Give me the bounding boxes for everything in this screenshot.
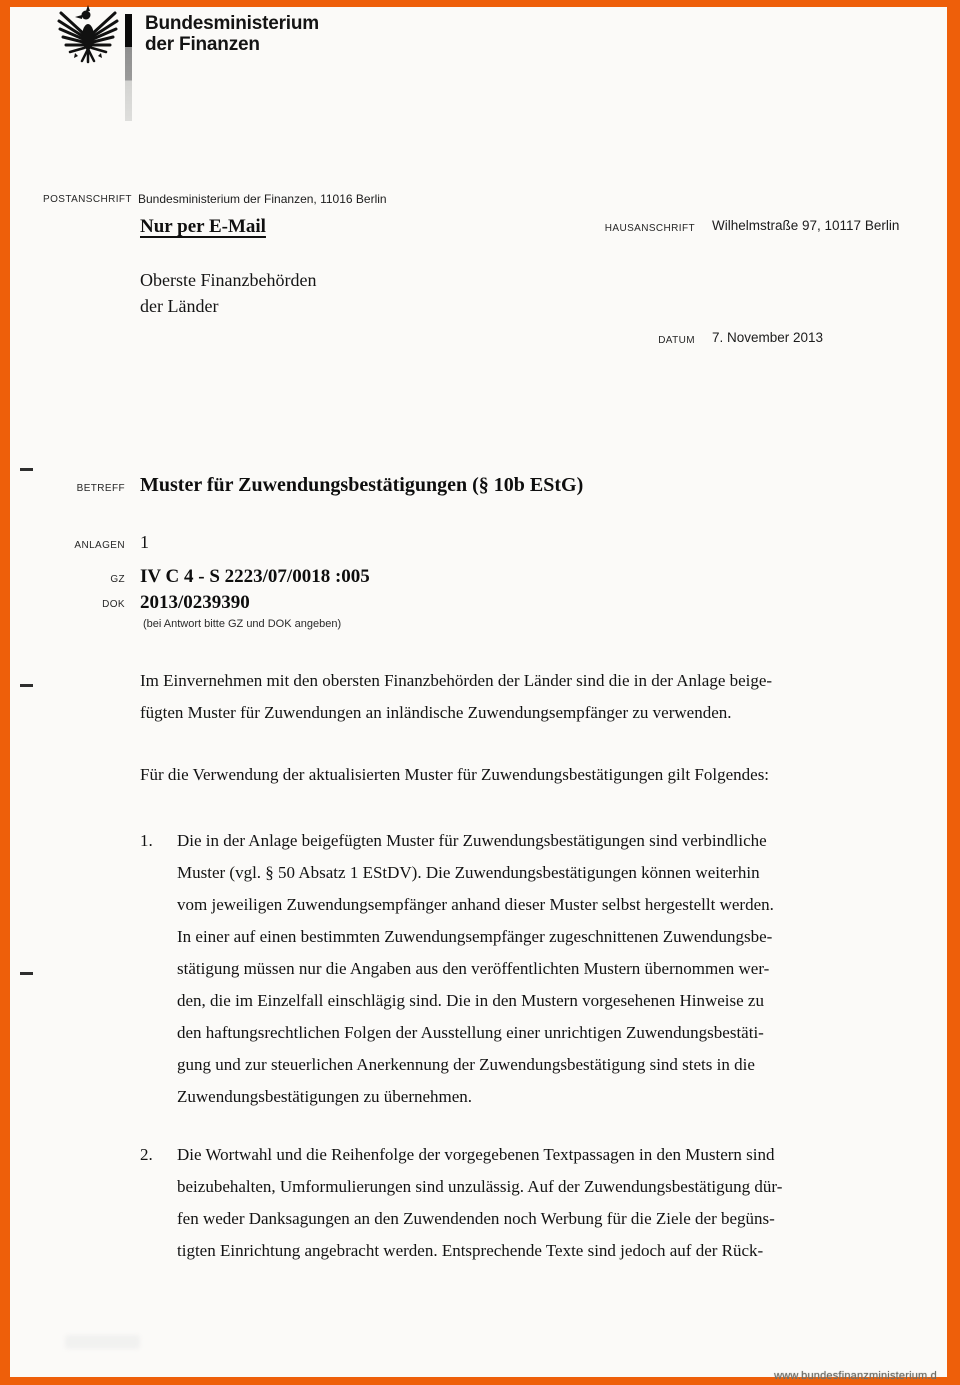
anlagen-label: ANLAGEN — [74, 540, 125, 551]
postanschrift-value: Bundesministerium der Finanzen, 11016 Berlin — [138, 192, 387, 206]
dok-value: 2013/0239390 — [140, 592, 250, 613]
betreff-value: Muster für Zuwendungsbestätigungen (§ 10b EStG) — [140, 474, 584, 496]
hausanschrift-value: Wilhelmstraße 97, 10117 Berlin — [712, 218, 900, 233]
paragraph-line: stätigung müssen nur die Angaben aus den veröffentlichten Mustern übernommen wer- — [177, 959, 770, 978]
list-item-2 — [140, 1139, 955, 1267]
paragraph-line: fen weder Danksagungen an den Zuwendenden noch Werbung für die Ziele der begüns- — [177, 1209, 775, 1228]
paragraph-line: Im Einvernehmen mit den obersten Finanzbehörden der Länder sind die in der Anlage beige- — [140, 671, 773, 690]
paragraph-line: Zuwendungsbestätigungen zu übernehmen. — [177, 1087, 473, 1106]
ministry-name — [145, 13, 319, 55]
fold-mark-top — [20, 468, 33, 471]
recipient-line2: der Länder — [140, 296, 219, 316]
paragraph-line: Die in der Anlage beigefügten Muster für Zuwendungsbestätigungen sind verbindliche — [177, 831, 767, 850]
dok-note: (bei Antwort bitte GZ und DOK angeben) — [143, 618, 342, 630]
gz-value: IV C 4 - S 2223/07/0018 :005 — [140, 566, 370, 587]
paragraph-2 — [140, 759, 955, 791]
list-item-text — [177, 825, 774, 1113]
paragraph-line: fügten Muster für Zuwendungen an inländische Zuwendungsempfänger zu verwenden. — [140, 703, 732, 722]
paragraph-line: Die Wortwahl und die Reihenfolge der vorgegebenen Textpassagen in den Mustern sind — [177, 1145, 775, 1164]
paragraph-line: den, die im Einzelfall einschlägig sind. Die in den Mustern vorgesehenen Hinweise zu — [177, 991, 764, 1010]
website-watermark: www.bundesfinanzministerium.d — [774, 1370, 937, 1382]
list-item-text — [177, 1139, 782, 1267]
federal-eagle-logo-icon — [55, 3, 121, 65]
faint-scan-artifact — [65, 1335, 140, 1349]
fold-mark-bottom — [20, 972, 33, 975]
list-number: 2. — [140, 1145, 153, 1164]
paragraph-line: In einer auf einen bestimmten Zuwendungsempfänger zugeschnittenen Zuwendungsbe- — [177, 927, 773, 946]
list-item-1 — [140, 825, 955, 1113]
punch-mark-middle — [20, 684, 33, 687]
postanschrift-label: POSTANSCHRIFT — [43, 194, 132, 205]
hausanschrift-label: HAUSANSCHRIFT — [604, 223, 695, 234]
betreff-label: BETREFF — [76, 483, 125, 494]
paragraph-1 — [140, 665, 955, 729]
list-number: 1. — [140, 831, 153, 850]
datum-value: 7. November 2013 — [712, 330, 824, 345]
anlagen-value: 1 — [140, 532, 149, 552]
delivery-note: Nur per E-Mail — [140, 216, 266, 237]
ministry-name-line2: der Finanzen — [145, 34, 260, 55]
gz-label: GZ — [110, 574, 125, 585]
paragraph-line: beizubehalten, Umformulierungen sind unzulässig. Auf der Zuwendungsbestätigung dür- — [177, 1177, 783, 1196]
recipient-address — [140, 267, 316, 319]
logo-divider-bar — [125, 14, 132, 121]
paragraph-line: Für die Verwendung der aktualisierten Muster für Zuwendungsbestätigungen gilt Folgendes: — [140, 765, 770, 784]
recipient-line1: Oberste Finanzbehörden — [140, 270, 317, 290]
paragraph-line: den haftungsrechtlichen Folgen der Ausstellung einer unrichtigen Zuwendungsbestäti- — [177, 1023, 764, 1042]
dok-label: DOK — [102, 599, 125, 610]
paragraph-line: vom jeweiligen Zuwendungsempfänger anhand dieser Muster selbst hergestellt werden. — [177, 895, 774, 914]
paragraph-line: tigten Einrichtung angebracht werden. Entsprechende Texte sind jedoch auf der Rück- — [177, 1241, 764, 1260]
datum-label: DATUM — [658, 335, 695, 346]
paragraph-line: gung und zur steuerlichen Anerkennung der Zuwendungsbestätigung sind stets in die — [177, 1055, 755, 1074]
ministry-name-line1: Bundesministerium — [145, 13, 319, 34]
paragraph-line: Muster (vgl. § 50 Absatz 1 EStDV). Die Zuwendungsbestätigungen können weiterhin — [177, 863, 760, 882]
